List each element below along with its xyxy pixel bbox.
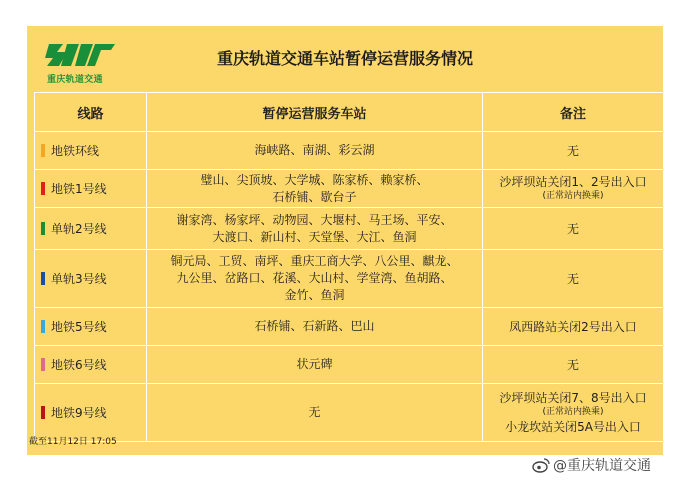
stations-text: 金竹、鱼洞 [284, 288, 345, 302]
line-color-marker [41, 406, 45, 419]
note-cell [483, 308, 664, 346]
table-row [35, 346, 664, 384]
metro-logo [45, 40, 135, 84]
line-name: 地铁6号线 [51, 358, 107, 372]
stations-text: 无 [308, 405, 321, 419]
note-text: 沙坪坝站关闭1、2号出入口 [499, 175, 647, 189]
stations-text: 石桥铺、石新路、巴山 [254, 319, 375, 333]
note-cell [483, 346, 664, 384]
stations-cell [147, 250, 483, 308]
note-text: 无 [566, 357, 579, 372]
line-cell [35, 384, 147, 442]
stations-text: 璧山、尖顶坡、大学城、陈家桥、赖家桥、 [200, 172, 429, 187]
note-text: 小龙坎站关闭5A号出入口 [505, 420, 641, 434]
stations-text: 铜元局、工贸、南坪、重庆工商大学、八公里、麒龙、 [170, 254, 459, 268]
table-header-row [35, 93, 664, 132]
table-row [35, 308, 664, 346]
logo-text: 重庆轨道交通 [47, 75, 103, 85]
line-name: 地铁1号线 [51, 182, 107, 196]
table-row [35, 170, 664, 208]
note-text: 凤西路站关闭2号出入口 [509, 319, 637, 334]
stations-cell [147, 208, 483, 250]
weibo-icon [532, 457, 550, 473]
table-row [35, 250, 664, 308]
line-color-marker [41, 144, 45, 157]
line-name: 单轨2号线 [51, 222, 107, 236]
line-cell [35, 346, 147, 384]
note-text: 无 [566, 221, 579, 236]
stations-text: 石桥铺、歇台子 [272, 189, 357, 204]
table-row [35, 384, 664, 442]
note-cell [483, 250, 664, 308]
line-name: 单轨3号线 [51, 272, 107, 286]
watermark-text: @重庆轨道交通 [553, 458, 651, 474]
line-cell [35, 170, 147, 208]
table-row [35, 208, 664, 250]
note-subtext: (正常站内换乘) [542, 407, 604, 417]
line-name: 地铁5号线 [51, 320, 107, 334]
line-cell [35, 208, 147, 250]
stations-text: 状元碑 [296, 357, 333, 371]
column-header-line: 线路 [35, 93, 147, 132]
line-name: 地铁9号线 [51, 406, 107, 420]
line-cell [35, 250, 147, 308]
page-title: 重庆轨道交通车站暂停运营服务情况 [217, 49, 474, 68]
line-cell [35, 132, 147, 170]
note-subtext: (正常站内换乘) [542, 191, 604, 201]
weibo-watermark [532, 455, 651, 475]
line-color-marker [41, 358, 45, 371]
stations-text: 海峡路、南湖、彩云湖 [254, 143, 375, 157]
update-time: 截至11月12日 17:05 [29, 437, 117, 447]
stations-cell [147, 308, 483, 346]
stations-cell [147, 346, 483, 384]
line-color-marker [41, 222, 45, 235]
note-cell [483, 132, 664, 170]
notice-panel [27, 26, 663, 455]
column-header-note: 备注 [483, 93, 664, 132]
line-color-marker [41, 182, 45, 195]
stations-cell [147, 384, 483, 442]
notice-header [27, 26, 663, 92]
stations-text: 九公里、岔路口、花溪、大山村、学堂湾、鱼胡路、 [176, 271, 453, 285]
note-cell [483, 170, 664, 208]
line-color-marker [41, 272, 45, 285]
note-cell [483, 384, 664, 442]
stations-text: 谢家湾、杨家坪、动物园、大堰村、马王场、平安、 [176, 212, 453, 227]
column-header-stations: 暂停运营服务车站 [147, 93, 483, 132]
line-color-marker [41, 320, 45, 333]
line-cell [35, 308, 147, 346]
note-cell [483, 208, 664, 250]
stations-cell [147, 132, 483, 170]
note-text: 无 [566, 143, 579, 158]
note-text: 无 [566, 271, 579, 286]
stations-cell [147, 170, 483, 208]
metro-logo-icon [45, 40, 117, 70]
line-name: 地铁环线 [51, 144, 100, 158]
table-row [35, 132, 664, 170]
stations-text: 大渡口、新山村、天堂堡、大江、鱼洞 [212, 229, 417, 244]
note-text: 沙坪坝站关闭7、8号出入口 [499, 391, 647, 405]
suspension-table [34, 92, 664, 442]
